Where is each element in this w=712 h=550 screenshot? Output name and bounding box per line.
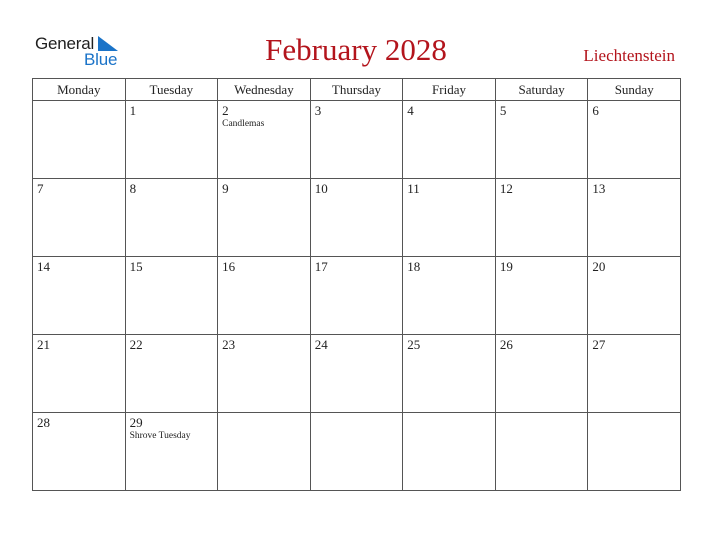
day-number: 2 [222,103,229,118]
week-row-3 [33,257,681,335]
holiday-label [218,274,310,275]
day-cell [403,101,496,179]
day-number: 8 [129,181,137,196]
day-number: 3 [314,103,322,118]
day-number: 27 [592,337,606,352]
day-cell [218,413,311,491]
day-cell [218,179,311,257]
day-cell [403,179,496,257]
holiday-label [588,352,680,353]
holiday-label [311,274,403,275]
logo-text-blue: Blue [84,50,118,69]
holiday-label [33,103,125,104]
page-title: February 2028 [265,32,447,67]
holiday-label [33,196,125,197]
day-number: 15 [129,259,143,274]
day-cell [125,413,218,491]
holiday-label [33,352,125,353]
holiday-label [311,118,403,119]
day-number: 29 [129,415,143,430]
holiday-label [588,415,680,416]
day-number: 14 [37,259,50,274]
day-number: 16 [222,259,236,274]
day-cell [403,257,496,335]
weekday-header-friday: Friday [403,79,496,101]
day-number: 19 [499,259,513,274]
holiday-label [588,196,680,197]
weekday-header-row [33,79,681,101]
day-cell [33,413,126,491]
holiday-label [126,118,218,119]
day-cell [588,257,681,335]
day-cell [403,335,496,413]
day-cell [33,179,126,257]
holiday-label [311,415,403,416]
holiday-label [311,352,403,353]
day-number: 23 [222,337,236,352]
day-cell [33,335,126,413]
holiday-label [403,196,495,197]
day-number: 10 [314,181,328,196]
day-cell [495,179,588,257]
day-number: 1 [129,103,137,118]
day-cell [218,257,311,335]
day-number: 17 [314,259,328,274]
day-cell [310,179,403,257]
day-number: 22 [129,337,143,352]
holiday-label [496,415,588,416]
day-cell [495,413,588,491]
day-cell [33,101,126,179]
day-number: 21 [37,337,50,352]
day-cell [495,335,588,413]
week-row-5 [33,413,681,491]
holiday-label: Candlemas [222,119,265,129]
day-number: 13 [592,181,606,196]
day-number: 11 [407,181,420,196]
day-cell [310,413,403,491]
day-cell [588,413,681,491]
country-label: Liechtenstein [583,46,675,65]
day-number: 7 [37,181,44,196]
day-number: 9 [222,181,229,196]
holiday-label [496,352,588,353]
day-cell [33,257,126,335]
weekday-header-sunday: Sunday [588,79,681,101]
holiday-label [126,196,218,197]
day-number: 6 [592,103,599,118]
holiday-label [403,415,495,416]
day-cell [495,257,588,335]
holiday-label [496,196,588,197]
week-row-2 [33,179,681,257]
day-cell [310,101,403,179]
day-number: 4 [407,103,414,118]
weekday-header-wednesday: Wednesday [218,79,311,101]
holiday-label [403,274,495,275]
week-row-4 [33,335,681,413]
day-cell [125,335,218,413]
day-number: 24 [314,337,328,352]
day-cell [125,179,218,257]
holiday-label [126,274,218,275]
day-cell [588,335,681,413]
day-cell [218,101,311,179]
holiday-label [311,196,403,197]
holiday-label [496,118,588,119]
holiday-label [218,415,310,416]
holiday-label [33,274,125,275]
day-number: 12 [499,181,513,196]
holiday-label [588,118,680,119]
weekday-header-monday: Monday [33,79,126,101]
weekday-header-thursday: Thursday [310,79,403,101]
day-number: 26 [499,337,513,352]
weekday-header-tuesday: Tuesday [125,79,218,101]
day-number: 25 [407,337,421,352]
day-number: 18 [407,259,421,274]
holiday-label [403,352,495,353]
holiday-label [218,196,310,197]
weekday-header-saturday: Saturday [495,79,588,101]
day-cell [588,101,681,179]
day-number: 28 [37,415,50,430]
day-cell [403,413,496,491]
day-cell [218,335,311,413]
day-cell [310,257,403,335]
day-number: 5 [499,103,507,118]
day-cell [310,335,403,413]
holiday-label [496,274,588,275]
day-cell [125,257,218,335]
week-row-1 [33,101,681,179]
holiday-label [126,352,218,353]
day-cell [495,101,588,179]
calendar-header [0,0,712,78]
day-cell [588,179,681,257]
month-calendar-grid [32,78,681,491]
holiday-label [588,274,680,275]
holiday-label [33,430,125,431]
day-cell [125,101,218,179]
logo-text-general: General [35,34,95,53]
holiday-label [218,352,310,353]
holiday-label: Shrove Tuesday [129,431,191,441]
day-number: 20 [592,259,606,274]
holiday-label [403,118,495,119]
